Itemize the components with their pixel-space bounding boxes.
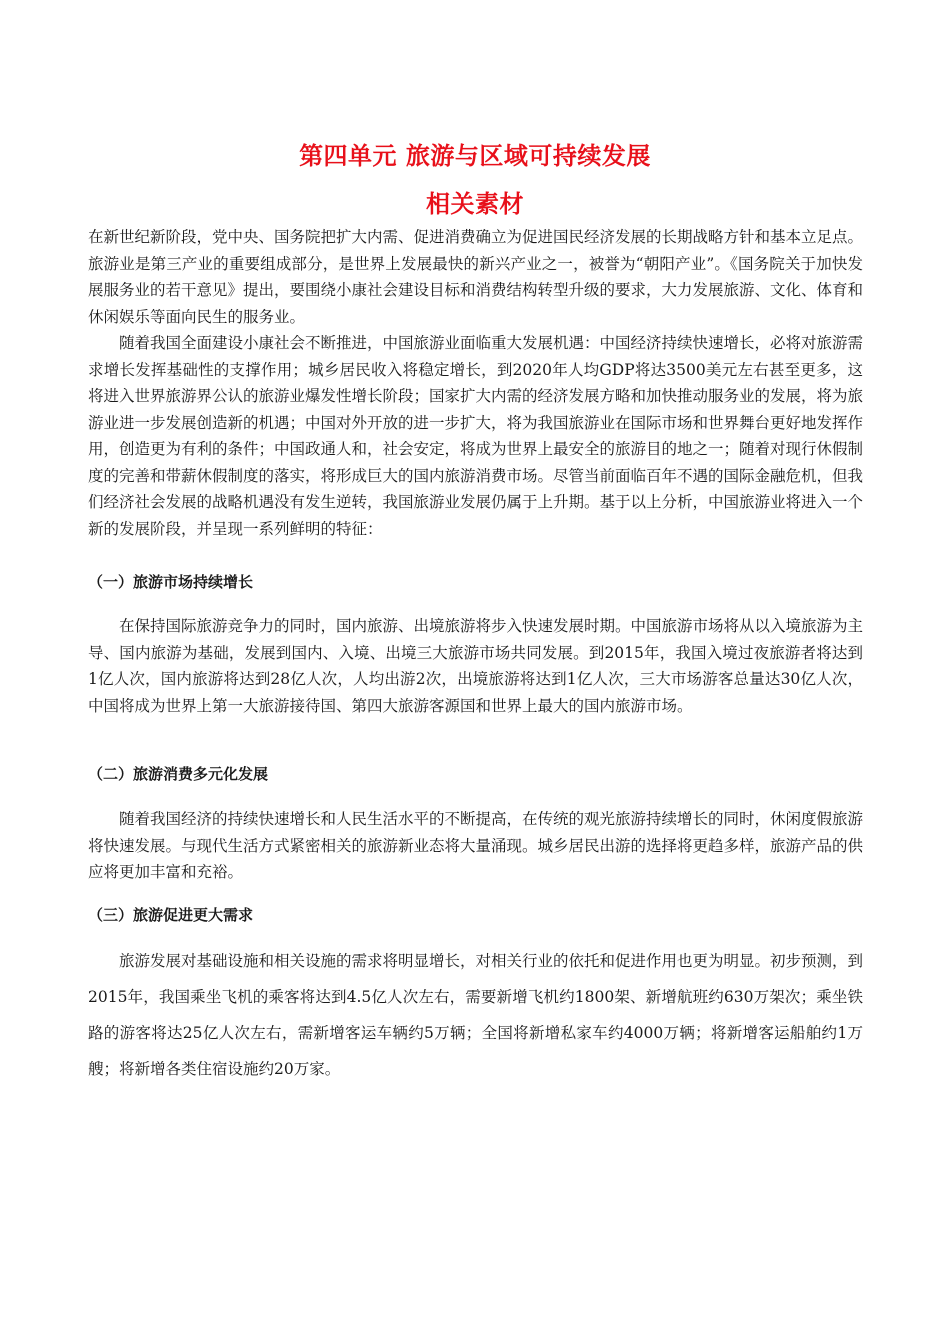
document-title: 第四单元 旅游与区域可持续发展	[299, 142, 651, 170]
section-text-consumption-diversification: 随着我国经济的持续快速增长和人民生活水平的不断提高，在传统的观光旅游持续增长的同时，休闲度假旅游将快速发展。与现代生活方式紧密相关的旅游新业态将大量涌现。城乡居民出游的选择将更趋多样，旅游产品的供应将更加丰富和充裕。	[88, 810, 864, 881]
section-heading-market-growth: （一）旅游市场持续增长	[88, 573, 254, 591]
section-heading-demand-promotion: （三）旅游促进更大需求	[88, 906, 254, 924]
section-text-market-growth: 在保持国际旅游竞争力的同时，国内旅游、出境旅游将步入快速发展时期。中国旅游市场将从以入境旅游为主导、国内旅游为基础，发展到国内、入境、出境三大旅游市场共同发展。到2015年，我国入境过夜旅游者将达到1亿人次，国内旅游将达到28亿人次，人均出游2次，出境旅游将达到1亿人次，三大市场游客总量达30亿人次，中国将成为世界上第一大旅游接待国、第四大旅游客源国和世界上最大的国内旅游市场。	[88, 617, 864, 715]
opportunity-paragraph: 随着我国全面建设小康社会不断推进，中国旅游业面临重大发展机遇：中国经济持续快速增长，必将对旅游需求增长发挥基础性的支撑作用；城乡居民收入将稳定增长，到2020年人均GDP将达3500美元左右甚至更多，这将进入世界旅游界公认的旅游业爆发性增长阶段；国家扩大内需的经济发展方略和加快推动服务业的发展，将为旅游业进一步发展创造新的机遇；中国对外开放的进一步扩大，将为我国旅游业在国际市场和世界舞台更好地发挥作用，创造更为有利的条件；中国政通人和，社会安定，将成为世界上最安全的旅游目的地之一；随着对现行休假制度的完善和带薪休假制度的落实，将形成巨大的国内旅游消费市场。尽管当前面临百年不遇的国际金融危机，但我们经济社会发展的战略机遇没有发生逆转，我国旅游业发展仍属于上升期。基于以上分析，中国旅游业将进入一个新的发展阶段，并呈现一系列鲜明的特征：	[88, 334, 864, 538]
section-text-demand-promotion: 旅游发展对基础设施和相关设施的需求将明显增长，对相关行业的依托和促进作用也更为明显。初步预测，到2015年，我国乘坐飞机的乘客将达到4.5亿人次左右，需要新增飞机约1800架、新增航班约630万架次；乘坐铁路的游客将达25亿人次左右，需新增客运车辆约5万辆；全国将新增私家车约4000万辆；将新增客运船舶约1万艘；将新增各类住宿设施约20万家。	[88, 952, 864, 1078]
document-subtitle: 相关素材	[426, 190, 524, 218]
section-heading-consumption-diversification: （二）旅游消费多元化发展	[88, 765, 269, 783]
intro-paragraph: 在新世纪新阶段，党中央、国务院把扩大内需、促进消费确立为促进国民经济发展的长期战略方针和基本立足点。旅游业是第三产业的重要组成部分，是世界上发展最快的新兴产业之一，被誉为“朝阳产业”。《国务院关于加快发展服务业的若干意见》提出，要围绕小康社会建设目标和消费结构转型升级的要求，大力发展旅游、文化、体育和休闲娱乐等面向民生的服务业。	[88, 228, 864, 326]
